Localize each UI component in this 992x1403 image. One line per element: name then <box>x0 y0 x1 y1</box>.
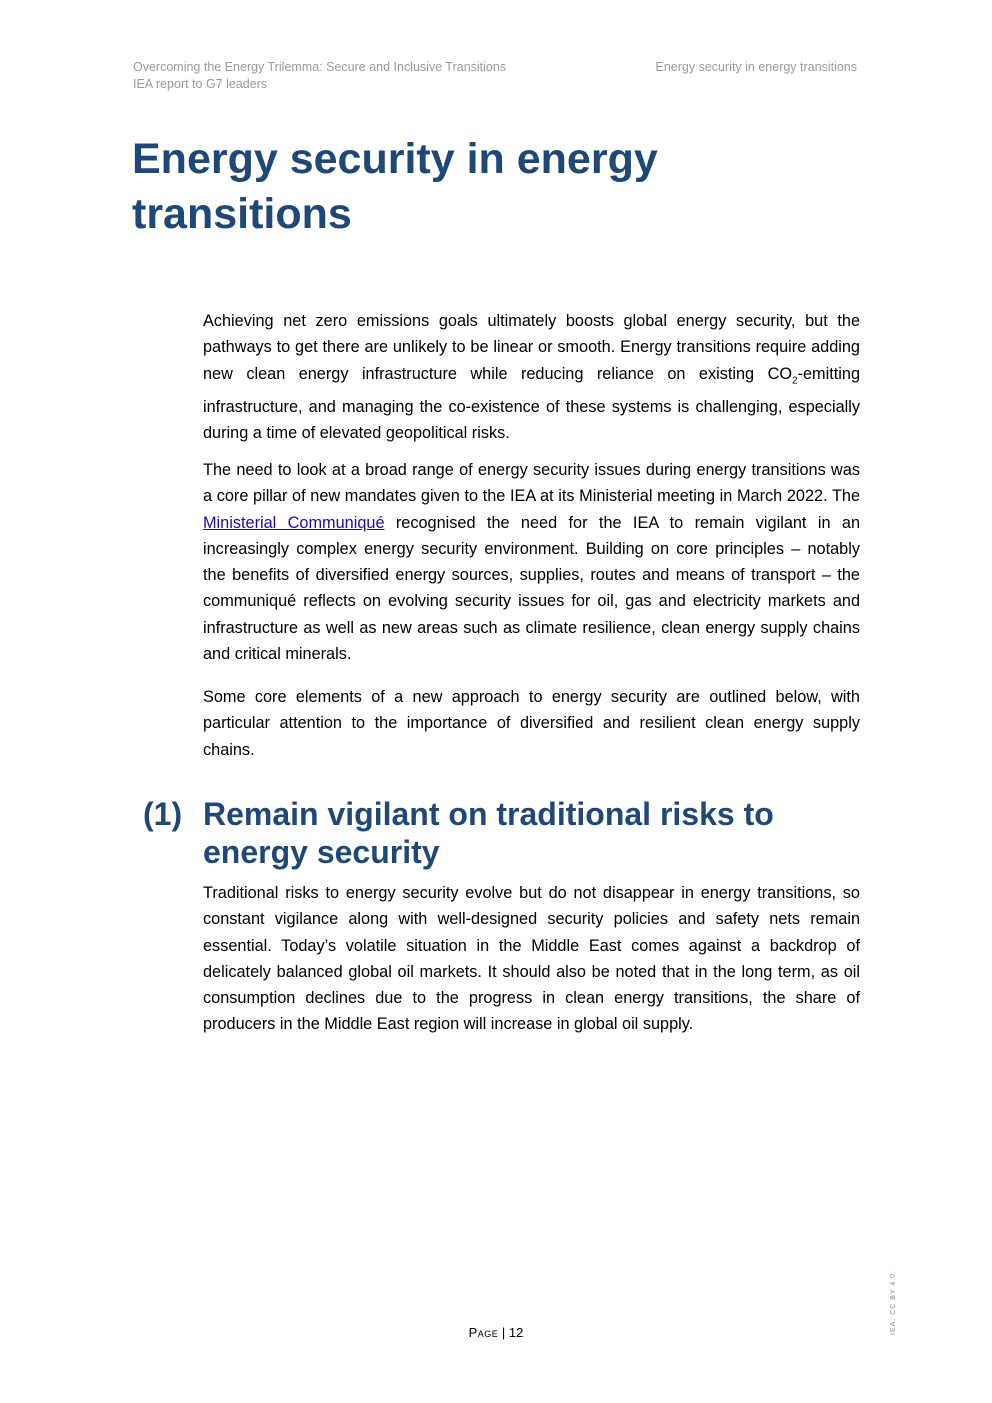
intro-paragraph-2 <box>203 457 860 667</box>
p1-text-start: Achieving net zero emissions goals ultimately boosts global energy security, but the pathways to get there are unlikely to be linear or smooth. Energy transitions require adding new clean energy infrastructure while reducing reliance on existing CO <box>203 312 860 383</box>
p1-text-end: -emitting infrastructure, and managing the co-existence of these systems is challenging, especially during a time of elevated geopolitical risks. <box>203 364 860 443</box>
ministerial-communique-link[interactable]: Ministerial Communiqué <box>203 513 385 532</box>
page-number: 12 <box>508 1325 524 1340</box>
intro-paragraph-3: Some core elements of a new approach to energy security are outlined below, with particular attention to the importance of diversified and resilient clean energy supply chains. <box>203 688 860 759</box>
page-label: Page <box>468 1325 499 1340</box>
section-number: (1) <box>143 796 183 832</box>
running-header-left <box>133 59 506 93</box>
co2-subscript: 2 <box>792 374 798 386</box>
section-paragraph-1: Traditional risks to energy security evolve but do not disappear in energy transitions, so constant vigilance along with well-designed security policies and safety nets remain essential. Today’s volatile situation in the Middle East comes against a backdrop of delicately balanced global oil markets. It should also be noted that in the long term, as oil consumption declines due to the progress in clean energy transitions, the share of producers in the Middle East region will increase in global oil supply. <box>203 884 860 1034</box>
license-note: IEA. CC BY 4.0. <box>890 1269 897 1335</box>
page-title: Energy security in energy transitions <box>132 135 658 238</box>
p2-text-start: The need to look at a broad range of energy security issues during energy transitions was a core pillar of new mandates given to the IEA at its Ministerial meeting in March 2022. The <box>203 461 860 506</box>
header-chapter-title: Energy security in energy transitions <box>655 60 857 74</box>
page-separator: | <box>498 1325 509 1340</box>
p2-text-end: recognised the need for the IEA to remain vigilant in an increasingly complex energy security environment. Building on core principles – notably the benefits of diversified energy sources, supplies, routes and means of transport – the communiqué reflects on evolving security issues for oil, gas and electricity markets and infrastructure as well as new areas such as climate resilience, clean energy supply chains and critical minerals. <box>203 513 860 664</box>
intro-paragraph-1 <box>203 308 860 447</box>
page-footer <box>0 1325 992 1340</box>
header-report-subtitle: IEA report to G7 leaders <box>133 77 268 91</box>
section-heading: Remain vigilant on traditional risks to energy security <box>203 796 774 870</box>
header-report-title: Overcoming the Energy Trilemma: Secure and Inclusive Transitions <box>133 60 507 74</box>
